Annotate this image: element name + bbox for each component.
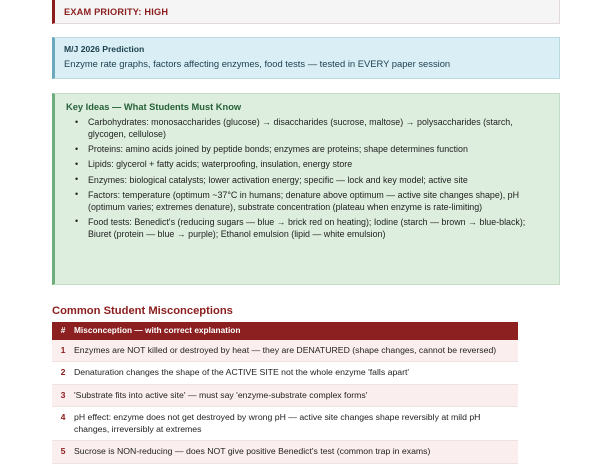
misconceptions-table-body (52, 340, 518, 463)
key-idea-item (66, 190, 547, 214)
bullet-icon: • (75, 174, 79, 184)
key-idea-item (66, 144, 547, 156)
key-idea-text: Food tests: Benedict's (reducing sugars — blue → brick red on heating); Iodine (starch — brown → blue-black); Biuret (protein — blue → purple); Ethanol emulsion (lipid — white emulsion) (88, 216, 526, 239)
misconceptions-heading: Common Student Misconceptions (52, 305, 233, 317)
table-row (52, 384, 518, 406)
key-idea-item (66, 117, 547, 141)
key-idea-text: Factors: temperature (optimum ~37°C in humans; denature above optimum — active site changes shape), pH (optimum varies; extremes denature), substrate concentration (plateau when enzyme is rate-limiting) (88, 189, 519, 212)
column-header-misconception: Misconception — with correct explanation (74, 322, 518, 340)
exam-priority-banner (52, 0, 560, 24)
key-idea-item (66, 217, 547, 241)
row-number: 4 (52, 407, 74, 441)
key-ideas-list (66, 117, 547, 240)
row-number: 3 (52, 384, 74, 406)
key-idea-item (66, 175, 547, 187)
prediction-title: M/J 2026 Prediction (64, 44, 145, 54)
key-idea-text: Enzymes: biological catalysts; lower activation energy; specific — lock and key model; active site (88, 174, 468, 185)
row-number: 5 (52, 441, 74, 463)
row-number: 1 (52, 340, 74, 362)
bullet-icon: • (75, 116, 79, 127)
row-misconception-text: Denaturation changes the shape of the ACTIVE SITE not the whole enzyme 'falls apart' (74, 362, 518, 384)
bullet-icon: • (75, 189, 79, 200)
key-ideas-title: Key Ideas — What Students Must Know (66, 102, 242, 112)
key-ideas-box (52, 93, 560, 285)
key-idea-text: Carbohydrates: monosaccharides (glucose) → disaccharides (sucrose, maltose) → polysaccharides (starch, glycogen, cellulose) (88, 117, 513, 139)
row-misconception-text: 'Substrate fits into active site' — must say 'enzyme-substrate complex forms' (74, 384, 518, 406)
row-misconception-text: pH effect: enzyme does not get destroyed by wrong pH — active site changes shape reversibly at mild pH changes, irreversibly at extremes (74, 407, 518, 441)
exam-priority-label: EXAM PRIORITY: HIGH (64, 7, 169, 17)
key-idea-item (66, 159, 547, 171)
table-row (52, 362, 518, 384)
table-row (52, 340, 518, 362)
row-number: 2 (52, 362, 74, 384)
column-header-number: # (52, 322, 74, 340)
bullet-icon: • (75, 158, 79, 169)
table-row (52, 407, 518, 441)
key-idea-text: Proteins: amino acids joined by peptide bonds; enzymes are proteins; shape determines function (88, 144, 468, 154)
bullet-icon: • (75, 216, 79, 227)
row-misconception-text: Sucrose is NON-reducing — does NOT give positive Benedict's test (common trap in exams) (74, 441, 518, 463)
row-misconception-text: Enzymes are NOT killed or destroyed by heat — they are DENATURED (shape changes, cannot be reversed) (74, 340, 518, 362)
table-row (52, 441, 518, 463)
table-header-row (52, 322, 518, 340)
misconceptions-table (52, 322, 518, 464)
key-idea-text: Lipids: glycerol + fatty acids; waterproofing, insulation, energy store (88, 159, 353, 170)
bullet-icon: • (75, 143, 79, 154)
prediction-callout (52, 37, 560, 79)
misconceptions-table-head (52, 322, 518, 340)
prediction-body: Enzyme rate graphs, factors affecting enzymes, food tests — tested in EVERY paper session (64, 58, 451, 69)
